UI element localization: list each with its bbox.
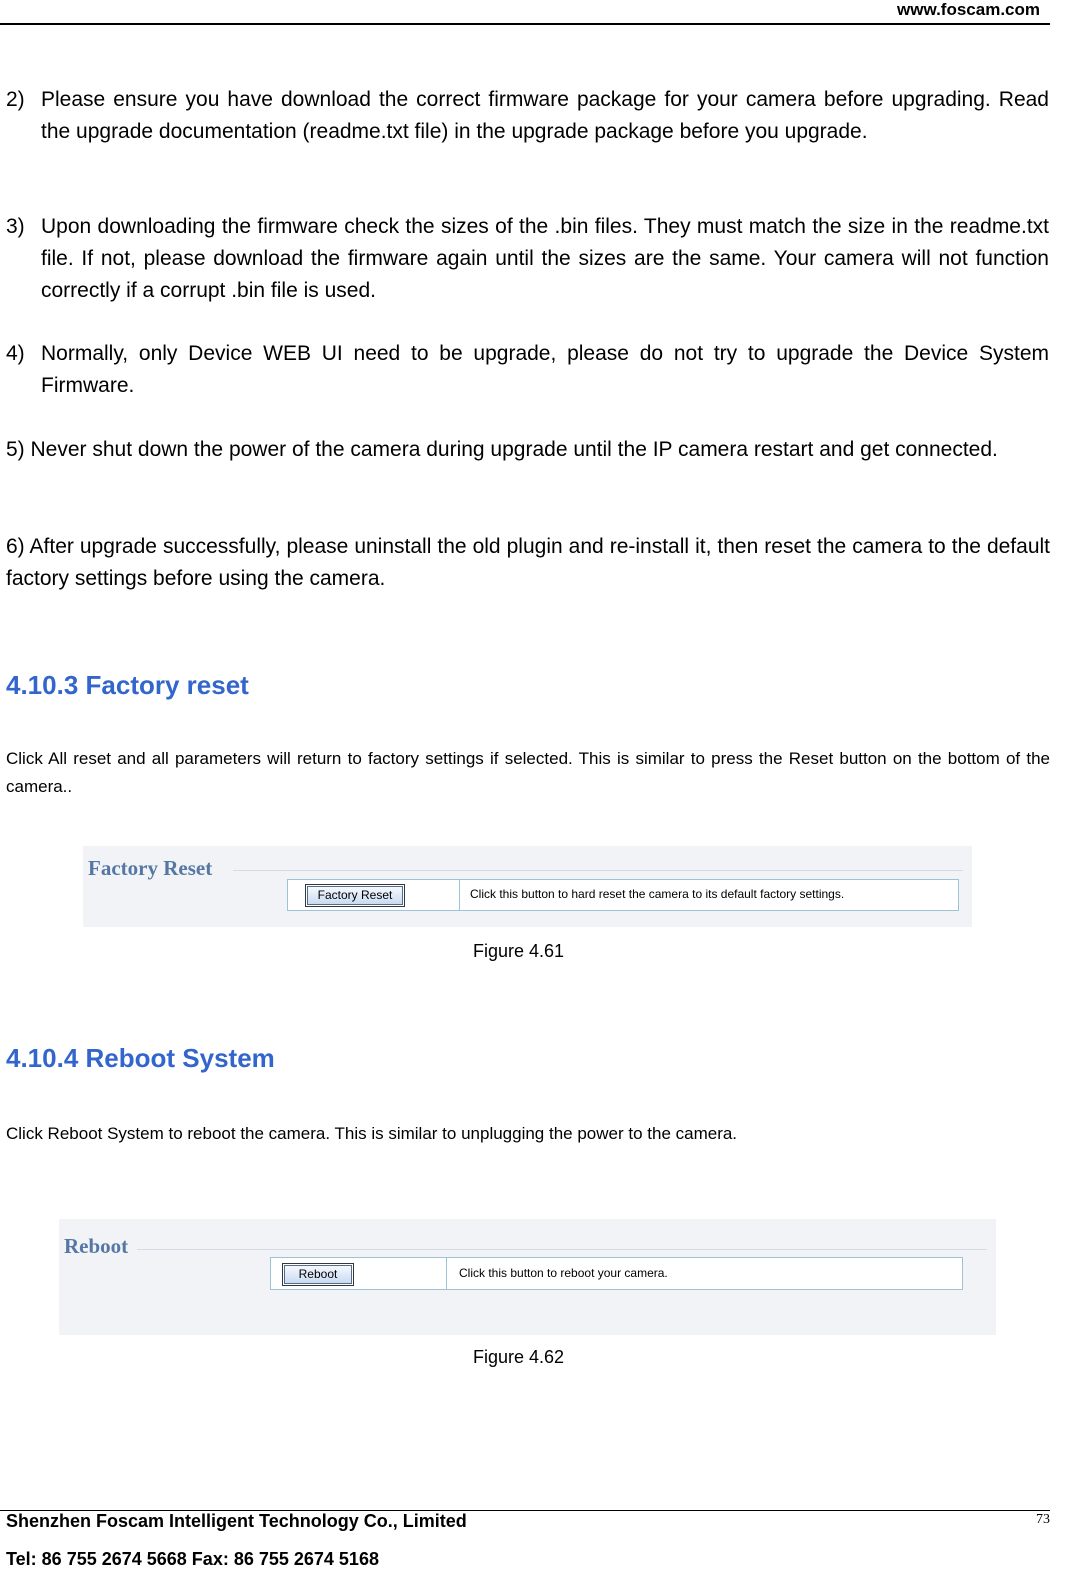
item-text: Please ensure you have download the correct firmware package for your camera before upgrading. Read the upgrade documentation (readme.txt file) in the upgrade package before you upgrade. — [41, 88, 1049, 143]
page-number: 73 — [1036, 1512, 1050, 1527]
panel-title-rule — [233, 870, 963, 871]
reboot-panel-title: Reboot — [64, 1234, 129, 1258]
section-heading-factory-reset: 4.10.3 Factory reset — [6, 670, 249, 700]
item-6-text: 6) After upgrade successfully, please uninstall the old plugin and re-install it, then reset the camera to the default factory settings before using the camera. — [6, 535, 1050, 590]
reboot-row — [270, 1257, 963, 1290]
item-number: 2) — [6, 88, 25, 111]
section-heading-reboot-system: 4.10.4 Reboot System — [6, 1043, 275, 1073]
footer-contact: Tel: 86 755 2674 5668 Fax: 86 755 2674 5168 — [6, 1549, 379, 1569]
reboot-description: Click Reboot System to reboot the camera. This is similar to unplugging the power to the camera. — [6, 1124, 738, 1143]
item-5-text: 5) Never shut down the power of the camera during upgrade until the IP camera restart and get connected. — [6, 438, 998, 461]
factory-reset-description: Click All reset and all parameters will return to factory settings if selected. This is similar to press the Reset button on the bottom of the camera.. — [6, 749, 1050, 796]
footer-company: Shenzhen Foscam Intelligent Technology Co., Limited — [6, 1511, 467, 1531]
factory-reset-panel-title: Factory Reset — [88, 856, 213, 880]
reboot-button[interactable]: Reboot — [284, 1265, 352, 1284]
reboot-panel — [59, 1219, 996, 1335]
reboot-note: Click this button to reboot your camera. — [459, 1266, 668, 1280]
item-text: Normally, only Device WEB UI need to be upgrade, please do not try to upgrade the Device System Firmware. — [41, 342, 1049, 397]
item-number: 4) — [6, 342, 25, 365]
factory-reset-note: Click this button to hard reset the camera to its default factory settings. — [470, 887, 845, 901]
panel-title-rule — [137, 1249, 987, 1250]
figure-caption-4-62: Figure 4.62 — [473, 1347, 565, 1367]
row-cell-separator — [459, 880, 460, 910]
item-number: 3) — [6, 215, 25, 238]
header-rule — [0, 23, 1050, 25]
figure-caption-4-61: Figure 4.61 — [473, 941, 565, 961]
factory-reset-row — [287, 879, 959, 911]
factory-reset-button[interactable]: Factory Reset — [307, 886, 403, 905]
item-text: Upon downloading the firmware check the sizes of the .bin files. They must match the size in the readme.txt file. If not, please download the firmware again until the sizes are the same. Your camera will not function correctly if a corrupt .bin file is used. — [41, 215, 1049, 302]
row-cell-separator — [446, 1258, 447, 1289]
header-website: www.foscam.com — [897, 0, 1040, 19]
factory-reset-panel — [83, 846, 972, 927]
